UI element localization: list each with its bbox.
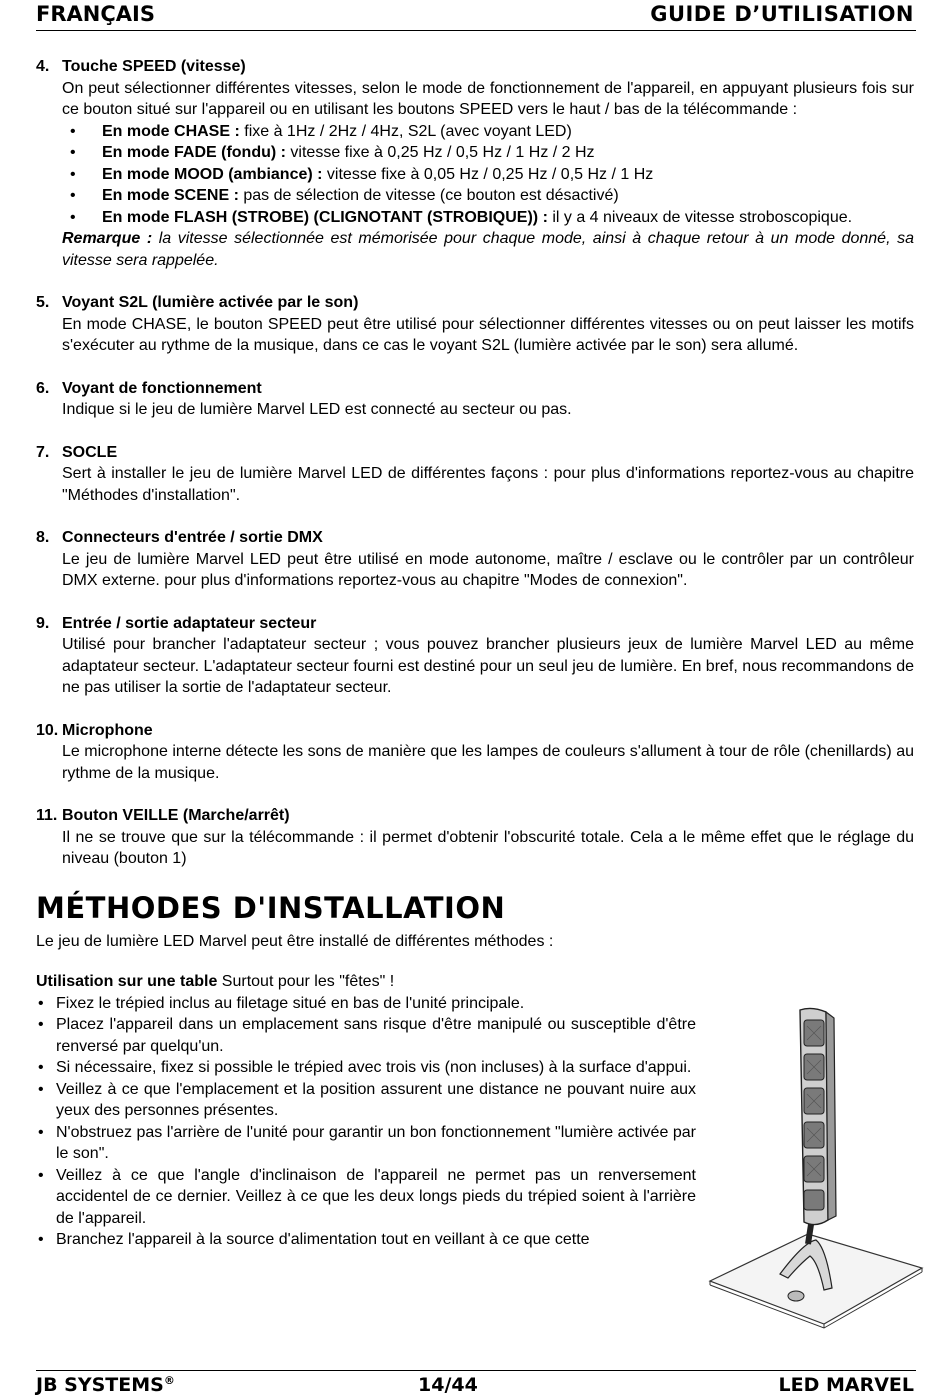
section-heading: MÉTHODES D'INSTALLATION [36,890,506,925]
item-base [36,442,914,507]
page-footer [36,1374,916,1396]
item-title: Microphone [62,721,153,739]
item-dmx-connectors [36,527,914,592]
item-microphone [36,720,914,785]
speed-mode-list [62,121,914,229]
item-power-indicator [36,378,914,421]
item-title: Entrée / sortie adaptateur secteur [62,614,317,632]
item-title: Bouton VEILLE (Marche/arrêt) [62,807,290,824]
page-header [36,0,916,30]
list-item: • Veillez à ce que l'angle d'inclinaison de l'appareil ne permet pas un renversement accidentel de ce dernier. Veillez à ce que les deux longs pieds du trépied soient à l'arrière de l'appareil. [36,1165,696,1230]
item-text: Le microphone interne détecte les sons de manière que les lampes de couleurs s'allument à tour de rôle (chenillards) au rythme de la musique. [62,743,914,782]
item-number: 6. [36,379,50,397]
manual-page [36,0,916,1397]
subsection-title: Utilisation sur une table Surtout pour les "fêtes" ! [36,973,395,990]
remark: Remarque : la vitesse sélectionnée est mémorisée pour chaque mode, ainsi à chaque retour à un mode donné, sa vitesse sera rappelée. [62,230,914,269]
item-title: SOCLE [62,443,118,461]
list-item: • En mode SCENE : pas de sélection de vitesse (ce bouton est désactivé) [62,185,914,207]
list-item: • En mode FLASH (STROBE) (CLIGNOTANT (STROBIQUE)) : il y a 4 niveaux de vitesse stroboscopique. [62,207,914,229]
item-text: Indique si le jeu de lumière Marvel LED est connecté au secteur ou pas. [62,401,572,418]
item-text: Il ne se trouve que sur la télécommande : il permet d'obtenir l'obscurité totale. Cela a le même effet que le réglage du niveau (bouton 1) [62,828,914,867]
list-item: • Fixez le trépied inclus au filetage situé en bas de l'unité principale. [36,993,696,1015]
item-title: Voyant S2L (lumière activée par le son) [62,294,359,311]
list-item: • Veillez à ce que l'emplacement et la position assurent une distance ne pouvant nuire aux yeux des personnes présentes. [36,1079,696,1122]
item-number: 5. [36,294,50,311]
installation-steps [36,993,696,1251]
item-text: Utilisé pour brancher l'adaptateur secteur ; vous pouvez brancher plusieurs jeux de lumière Marvel LED au même adaptateur secteur. L'adaptateur secteur fourni est destiné pour un seul jeu de lumière. En bref, nous recommandons de ne pas utiliser la sortie de l'adaptateur secteur. [62,636,914,696]
footer-rule [36,1370,916,1371]
list-item: • Placez l'appareil dans un emplacement sans risque d'être manipulé ou susceptible d'être renversé par quelqu'un. [36,1014,696,1057]
header-language: FRANÇAIS [36,2,155,26]
footer-product: LED MARVEL [778,1374,914,1396]
list-item: • Branchez l'appareil à la source d'alimentation tout en veillant à ce que cette [36,1229,696,1251]
item-number: 4. [36,58,50,75]
list-item: • N'obstruez pas l'arrière de l'unité pour garantir un bon fonctionnement "lumière activée par le son". [36,1122,696,1165]
item-number: 9. [36,614,50,632]
item-title: Voyant de fonctionnement [62,379,262,397]
list-item: • En mode MOOD (ambiance) : vitesse fixe à 0,05 Hz / 0,25 Hz / 0,5 Hz / 1 Hz [62,164,914,186]
item-text: Sert à installer le jeu de lumière Marvel LED de différentes façons : pour plus d'informations reportez-vous au chapitre "Méthodes d'installation". [62,465,914,504]
item-standby-button [36,805,914,870]
item-text: Le jeu de lumière Marvel LED peut être utilisé en mode autonome, maître / esclave ou le contrôler par un contrôleur DMX externe. pour plus d'informations reportez-vous au chapitre "Modes de connexion". [62,550,914,589]
section-intro: Le jeu de lumière LED Marvel peut être installé de différentes méthodes : [36,932,554,950]
item-power-adapter [36,613,914,699]
header-rule [36,30,916,31]
item-number: 7. [36,443,50,461]
list-item: • Si nécessaire, fixez si possible le trépied avec trois vis (non incluses) à la surface d'appui. [36,1057,696,1079]
item-title: Connecteurs d'entrée / sortie DMX [62,529,323,546]
page-number: 14/44 [418,1374,478,1396]
item-number: 10. [36,721,59,739]
item-speed-button [36,56,914,271]
item-title: Touche SPEED (vitesse) [62,58,246,75]
item-text: On peut sélectionner différentes vitesses, selon le mode de fonctionnement de l'appareil, en appuyant plusieurs fois sur ce bouton situé sur l'appareil ou en utilisant les boutons SPEED vers le haut / bas de la télécommande : [62,79,914,118]
led-marvel-illustration [708,1006,924,1336]
header-guide-title: GUIDE D’UTILISATION [650,2,914,26]
item-s2l-indicator [36,292,914,357]
item-text: En mode CHASE, le bouton SPEED peut être utilisé pour sélectionner différentes vitesses ou on peut laisser les motifs s'exécuter au rythme de la musique, dans ce cas le voyant S2L (lumière activée par le son) sera allumé. [62,315,914,354]
footer-brand: JB SYSTEMS® [36,1374,175,1396]
item-number: 11. [36,807,58,824]
list-item: • En mode FADE (fondu) : vitesse fixe à 0,25 Hz / 0,5 Hz / 1 Hz / 2 Hz [62,142,914,164]
list-item: • En mode CHASE : fixe à 1Hz / 2Hz / 4Hz, S2L (avec voyant LED) [62,121,914,143]
item-number: 8. [36,529,50,546]
